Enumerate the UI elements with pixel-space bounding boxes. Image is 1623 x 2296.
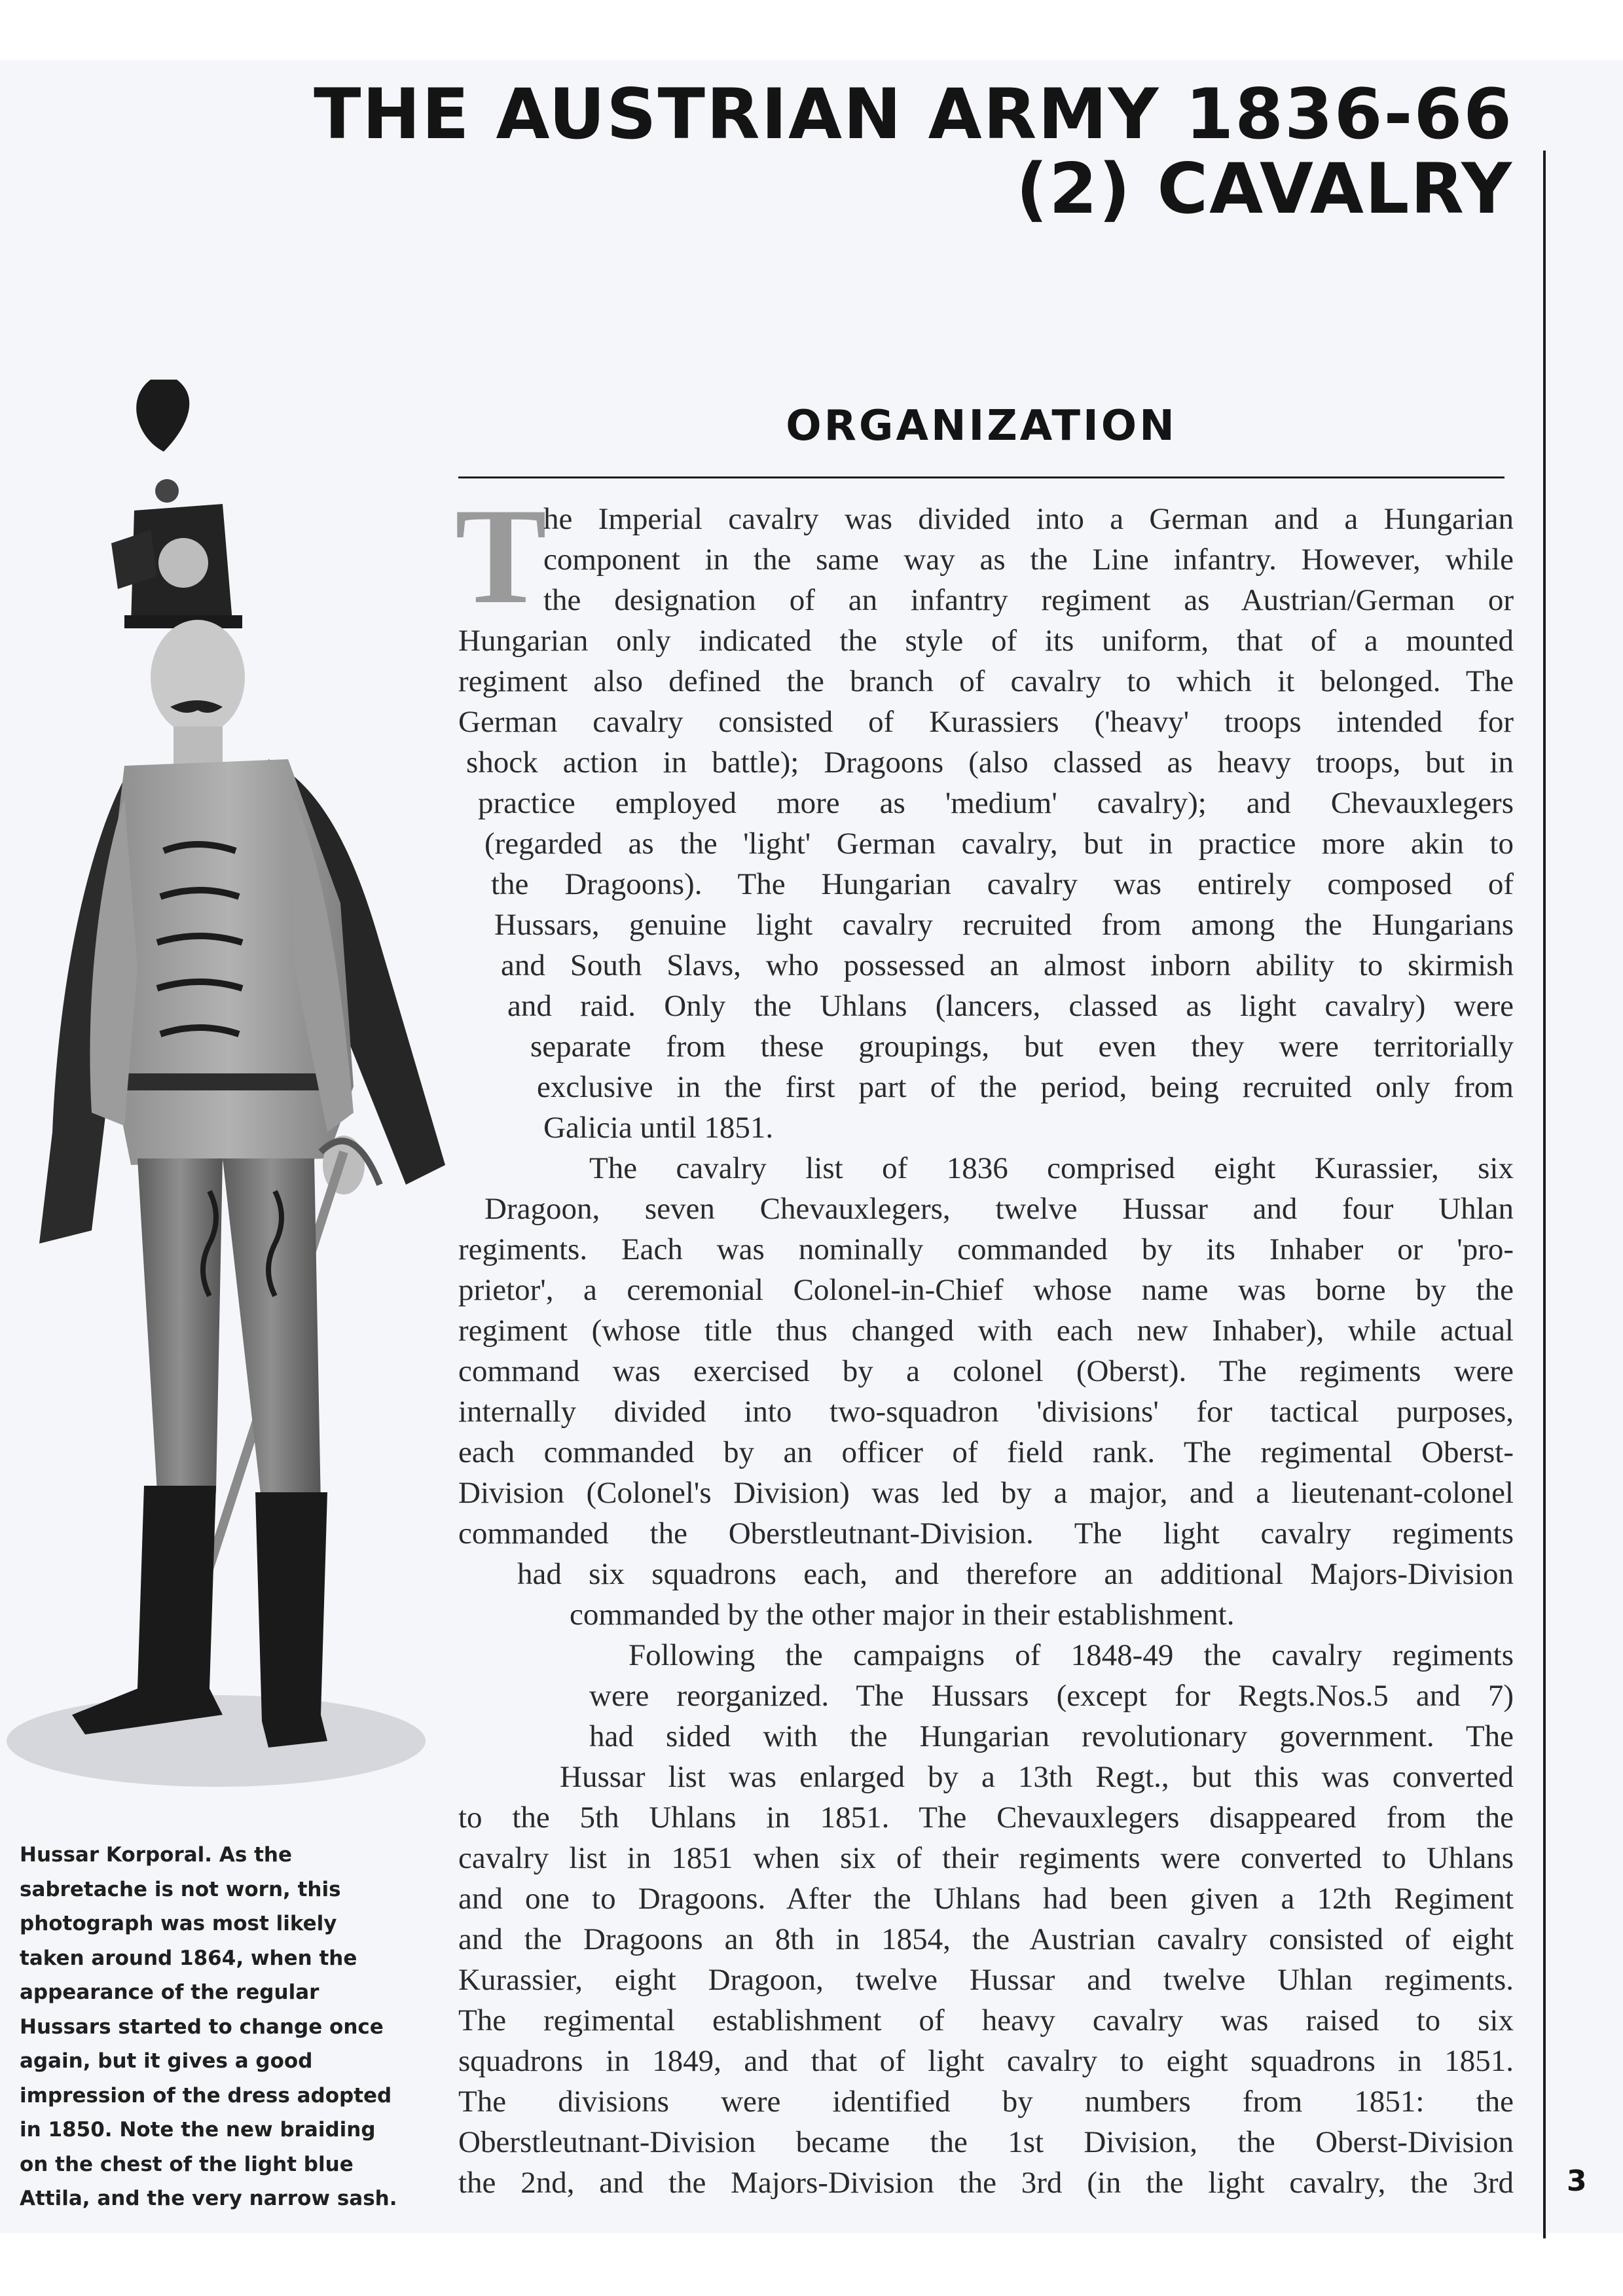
caption-line: sabretache is not worn, this [20,1877,341,1901]
left-trouser [137,1158,223,1492]
body-line: The divisions were identified by numbers from 1851: the [458,2085,1514,2119]
body-line: he Imperial cavalry was divided into a German and a Hungarian [543,502,1514,536]
narrow-sash [124,1073,340,1090]
body-line: were reorganized. The Hussars (except for Regts.Nos.5 and 7) [589,1679,1514,1713]
body-line: (regarded as the 'light' German cavalry, but in practice more akin to [484,827,1514,861]
caption-line: photograph was most likely [20,1912,337,1935]
body-line: exclusive in the first part of the period, being recruited only from [537,1070,1514,1104]
section-heading: ORGANIZATION [786,402,1177,450]
body-line: internally divided into two-squadron 'divisions' for tactical purposes, [458,1395,1514,1429]
body-line: and the Dragoons an 8th in 1854, the Austrian cavalry consisted of eight [458,1922,1514,1956]
page-title [138,74,1513,230]
caption-line: Hussars started to change once [20,2015,384,2039]
body-line: shock action in battle); Dragoons (also classed as heavy troops, but in [466,745,1514,780]
body-line: command was exercised by a colonel (Oberst). The regiments were [458,1354,1514,1388]
heading-rule [458,476,1504,478]
caption-line: on the chest of the light blue [20,2152,354,2176]
hussar-korporal-photo [13,380,524,1826]
body-line: regiment also defined the branch of cavalry to which it belonged. The [458,664,1514,698]
caption-line: Hussar Korporal. As the [20,1843,293,1867]
photo-caption [20,1838,399,2216]
shako-cockade [155,479,179,503]
body-line: and one to Dragoons. After the Uhlans had been given a 12th Regiment [458,1882,1514,1916]
body-line: Hungarian only indicated the style of its uniform, that of a mounted [458,624,1514,658]
body-line: Division (Colonel's Division) was led by a major, and a lieutenant-colonel [458,1476,1514,1510]
face [151,620,245,735]
body-line: component in the same way as the Line infantry. However, while [543,543,1514,577]
shako-plume [136,380,189,452]
body-line: and South Slavs, who possessed an almost inborn ability to skirmish [501,948,1514,982]
right-trouser [223,1158,321,1505]
caption-line: impression of the dress adopted [20,2083,392,2108]
body-line: separate from these groupings, but even they were territorially [530,1030,1514,1064]
body-line: Hussars, genuine light cavalry recruited from among the Hungarians [494,908,1514,942]
body-line: German cavalry consisted of Kurassiers ('heavy' troops intended for [458,705,1514,739]
body-line: regiment (whose title thus changed with each new Inhaber), while actual [458,1314,1514,1348]
caption-line: Attila, and the very narrow sash. [20,2187,397,2210]
body-line: each commanded by an officer of field rank. The regimental Oberst- [458,1435,1514,1469]
right-boot [255,1492,327,1748]
page-number: 3 [1567,2164,1587,2198]
body-line: Following the campaigns of 1848-49 the cavalry regiments [629,1638,1514,1672]
body-line: the 2nd, and the Majors-Division the 3rd (in the light cavalry, the 3rd [458,2166,1514,2200]
body-line: Kurassier, eight Dragoon, twelve Hussar and twelve Uhlan regiments. [458,1963,1514,1997]
caption-line: taken around 1864, when the [20,1946,357,1970]
caption-line: in 1850. Note the new braiding [20,2118,376,2142]
body-line: had six squadrons each, and therefore an additional Majors-Division [517,1557,1514,1591]
body-line: The cavalry list of 1836 comprised eight Kurassier, six [589,1151,1514,1185]
body-line: cavalry list in 1851 when six of their regiments were converted to Uhlans [458,1841,1514,1875]
caption-line: again, but it gives a good [20,2049,313,2073]
body-line: Hussar list was enlarged by a 13th Regt., but this was converted [560,1760,1514,1794]
body-line: Dragoon, seven Chevauxlegers, twelve Hussar and four Uhlan [484,1192,1514,1226]
body-line: The regimental establishment of heavy cavalry was raised to six [458,2003,1514,2037]
body-line: the Dragoons). The Hungarian cavalry was entirely composed of [491,867,1514,901]
body-line: to the 5th Uhlans in 1851. The Chevauxlegers disappeared from the [458,1801,1514,1835]
body-line: Oberstleutnant-Division became the 1st Division, the Oberst-Division [458,2125,1514,2159]
body-line: prietor', a ceremonial Colonel-in-Chief whose name was borne by the [458,1273,1514,1307]
body-line: commanded the Oberstleutnant-Division. The light cavalry regiments [458,1516,1514,1551]
body-line: the designation of an infantry regiment as Austrian/German or [543,583,1514,617]
title-line-2: (2) CAVALRY [1015,149,1513,230]
body-line: and raid. Only the Uhlans (lancers, classed as light cavalry) were [507,989,1514,1023]
body-line: commanded by the other major in their establishment. [570,1598,1235,1632]
body-line: had sided with the Hungarian revolutionary government. The [589,1719,1514,1753]
left-boot [72,1486,223,1734]
body-line: practice employed more as 'medium' cavalry); and Chevauxlegers [478,786,1514,820]
vertical-margin-rule [1543,151,1546,2238]
double-eagle-badge [158,538,208,588]
body-line: Galicia until 1851. [543,1111,774,1145]
drop-cap-letter: T [455,480,547,632]
title-line-1: THE AUSTRIAN ARMY 1836-66 [314,74,1513,154]
body-line: squadrons in 1849, and that of light cavalry to eight squadrons in 1851. [458,2044,1514,2078]
body-line: regiments. Each was nominally commanded by its Inhaber or 'pro- [458,1232,1514,1266]
caption-line: appearance of the regular [20,1981,319,2004]
body-text [458,499,1514,2203]
